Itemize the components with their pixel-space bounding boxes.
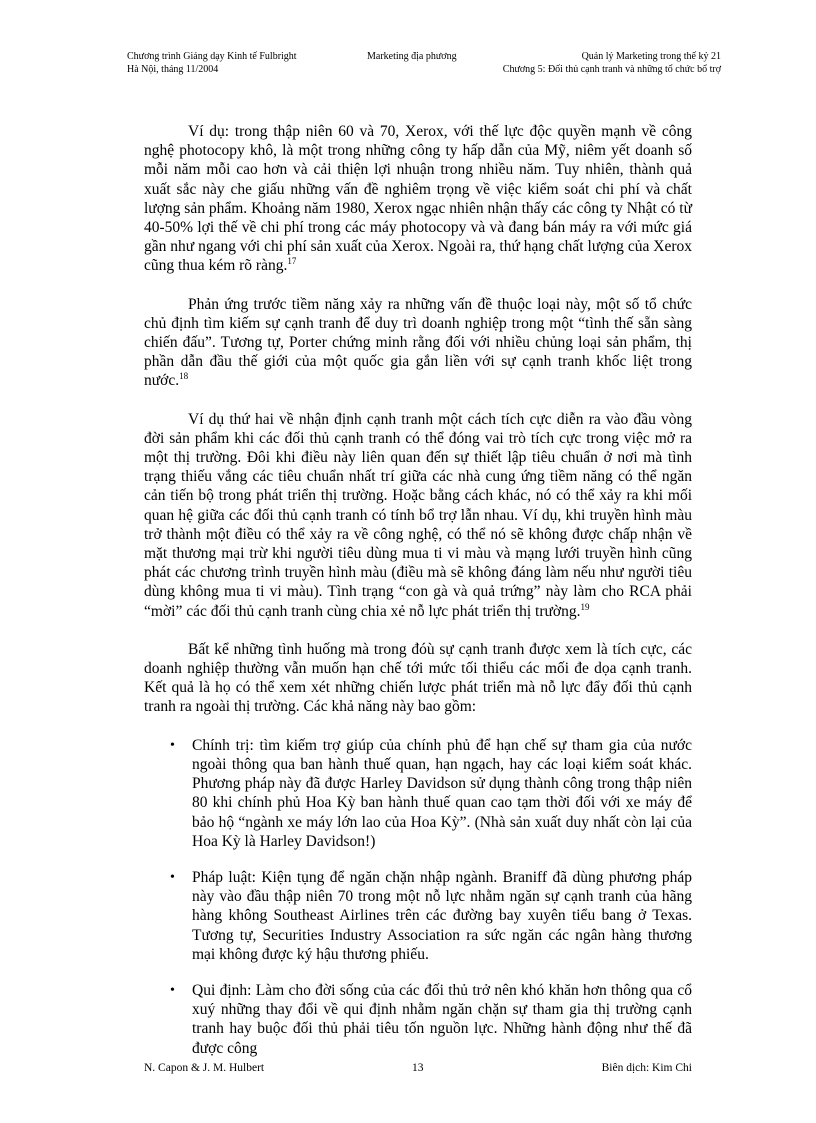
bullet-icon: •: [170, 869, 175, 885]
footer-authors: N. Capon & J. M. Hulbert: [144, 1062, 265, 1074]
paragraph-porter: Phản ứng trước tiềm năng xảy ra những vấn đề thuộc loại này, một số tổ chức chủ định tìm kiếm sự cạnh tranh để duy trì doanh nghiệp trong một “tình thế sẵn sàng chiến đấu”. Tương tự, Porter chứng minh rằng đối với nhiều chủng loại sản phẩm, thị phần dẫn đầu thế giới của một quốc gia gắn liền với sự cạnh tranh khốc liệt trong nước.$^{18}$: [144, 295, 692, 390]
page-number: 13: [412, 1062, 424, 1074]
header-chapter: Chương 5: Đối thủ cạnh tranh và những tổ chức bổ trợ: [502, 64, 721, 75]
bullet-icon: •: [170, 982, 175, 998]
list-item-legal: • Pháp luật: Kiện tụng để ngăn chặn nhập ngành. Braniff đã dùng phương pháp này vào đầu thập niên 70 trong một nỗ lực nhằm ngăn sự cạnh tranh của hãng hàng không Southeast Airlines trên các đường bay xuyên tiểu bang ở Texas. Tương tự, Securities Industry Association ra sức ngăn các ngân hàng thương mại không được ký hậu thương phiếu.: [170, 868, 692, 963]
header-course: Marketing địa phương: [367, 51, 457, 62]
paragraph-strategies: Bất kể những tình huống mà trong đóù sự cạnh tranh được xem là tích cực, các doanh nghiệp thường vẫn muốn hạn chế tới mức tối thiểu các mối đe dọa cạnh tranh. Kết quả là họ có thể xem xét những chiến lược phát triển mà nỗ lực đẩy đối thủ cạnh tranh ra ngoài thị trường. Các khả năng này bao gồm:: [144, 640, 692, 716]
header-book-title: Quản lý Marketing trong thế kỷ 21: [581, 51, 721, 62]
header-date: Hà Nội, tháng 11/2004: [127, 64, 219, 75]
footer-translator: Biên dịch: Kim Chi: [601, 1062, 692, 1074]
footnote-ref[interactable]: 19: [580, 601, 590, 612]
paragraph-rca: Ví dụ thứ hai về nhận định cạnh tranh một cách tích cực diễn ra vào đầu vòng đời sản phẩm khi các đối thủ cạnh tranh có thể đóng vai trò tích cực trong việc mở ra một thị trường. Đôi khi điều này liên quan đến sự thiết lập tiêu chuẩn ở nơi mà tình trạng thiếu vắng các tiêu chuẩn nhất trí giữa các nhà cung ứng tiềm năng có thể ngăn cản tiến bộ trong phát triển thị trường. Hoặc bằng cách khác, nó có thể xảy ra khi mối quan hệ giữa các đối thủ cạnh tranh có tính bổ trợ lẫn nhau. Ví dụ, khi truyền hình màu trở thành một điều có thể xảy ra về công nghệ, có thể nó sẽ không được chấp nhận về mặt thương mại trừ khi người tiêu dùng mua ti vi màu và mạng lưới truyền hình cũng phát các chương trình truyền hình màu (điều mà sẽ không đáng làm nếu như người tiêu dùng không mua ti vi màu). Tình trạng “con gà và quả trứng” này làm cho RCA phải “mời” các đối thủ cạnh tranh cùng chia xẻ nỗ lực phát triển thị trường.$^{19}$: [144, 410, 692, 620]
paragraph-xerox: Ví dụ: trong thập niên 60 và 70, Xerox, với thế lực độc quyền mạnh về công nghệ photocopy khô, là một trong những công ty hấp dẫn của Mỹ, niêm yết doanh số mỗi năm mỗi cao hơn và cải thiện lợi nhuận trong nhiều năm. Tuy nhiên, thành quả xuất sắc này che giấu những vấn đề nghiêm trọng về việc kiểm soát chi phí và chất lượng sản phẩm. Khoảng năm 1980, Xerox ngạc nhiên nhận thấy các công ty Nhật có từ 40-50% lợi thế về chi phí trong các máy photocopy và và đang bán máy ra với mức giá gần như ngang với chi phí sản xuất của Xerox. Ngoài ra, thứ hạng chất lượng của Xerox cũng thua kém rõ ràng.$^{17}$: [144, 123, 692, 275]
bullet-icon: •: [170, 737, 175, 753]
list-item-regulation: • Qui định: Làm cho đời sống của các đối thủ trở nên khó khăn hơn thông qua cổ xuý những thay đổi về qui định nhằm ngăn chặn sự tham gia thị trường cạnh tranh hay buộc đối thủ phải tiêu tốn nguồn lực. Những hành động như thế đã được công: [170, 981, 692, 1057]
footnote-ref[interactable]: 18: [179, 371, 189, 382]
document-body: [144, 122, 692, 1058]
footnote-ref[interactable]: 17: [287, 256, 297, 267]
list-item-political: • Chính trị: tìm kiếm trợ giúp của chính phủ để hạn chế sự tham gia của nước ngoài thông qua ban hành thuế quan, hạn ngạch, hay các loại kiểm soát khác. Phương pháp này đã được Harley Davidson sử dụng thành công trong thập niên 80 khi chính phủ Hoa Kỳ ban hành thuế quan cao tạm thời đối với xe máy để bảo hộ “ngành xe máy lớn lao của Hoa Kỳ”. (Nhà sản xuất duy nhất còn lại của Hoa Kỳ là Harley Davidson!): [170, 736, 692, 850]
strategy-list: [144, 736, 692, 1058]
header-program: Chương trình Giảng dạy Kinh tế Fulbright: [127, 51, 297, 62]
